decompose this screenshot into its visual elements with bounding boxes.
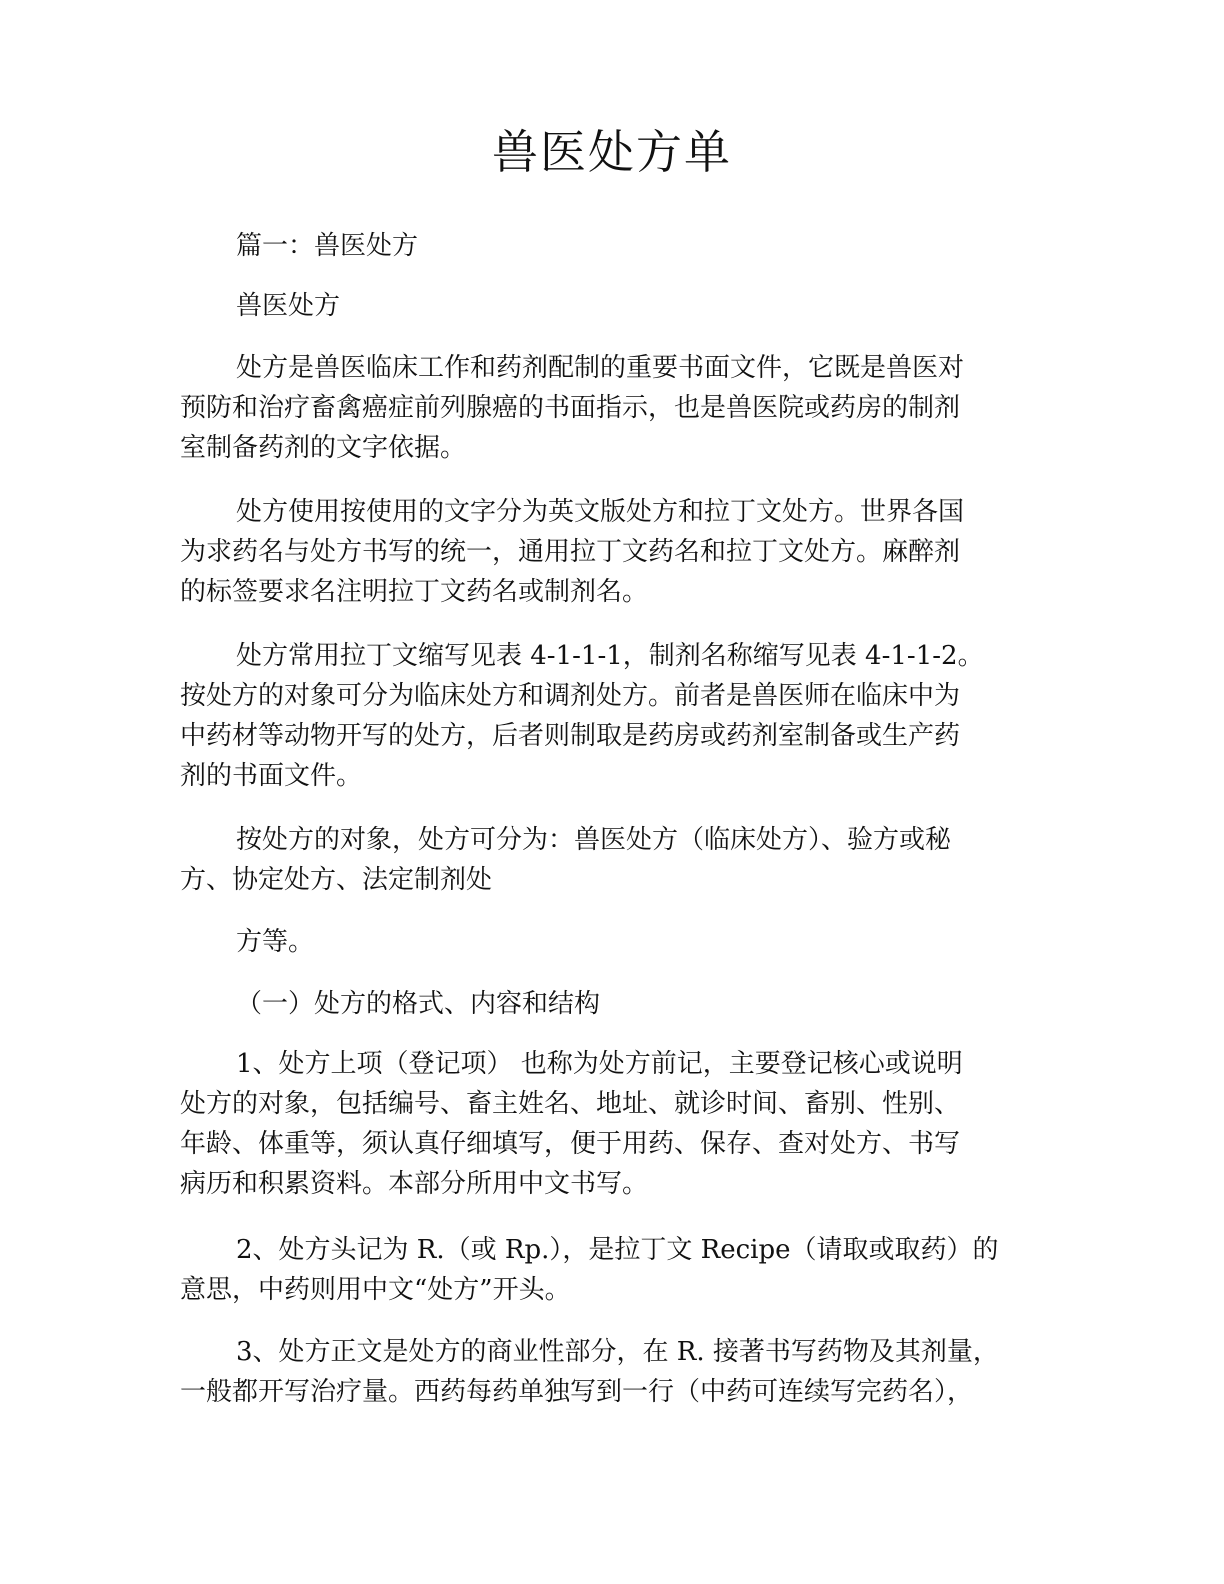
text-line: 3、处方正文是处方的商业性部分，在 R. 接著书写药物及其剂量， [236, 1337, 999, 1367]
text-line: 室制备药剂的文字依据。 [180, 433, 467, 463]
paragraph [180, 1230, 1060, 1310]
text-line: 1、处方上项（登记项） 也称为处方前记，主要登记核心或说明 [236, 1049, 963, 1079]
text-line: 处方常用拉丁文缩写见表 4-1-1-1，制剂名称缩写见表 4-1-1-2。 [236, 641, 984, 671]
text-line: 方等。 [236, 927, 315, 957]
text-line: 病历和积累资料。本部分所用中文书写。 [180, 1169, 649, 1199]
paragraph-subheading [180, 286, 1060, 326]
text-line: 方、协定处方、法定制剂处 [180, 865, 493, 895]
paragraph-subsection-heading [180, 984, 1060, 1024]
text-line: 兽医处方 [236, 291, 341, 321]
paragraph [180, 492, 1060, 612]
text-line: 按处方的对象，处方可分为：兽医处方（临床处方）、验方或秘 [236, 825, 952, 855]
paragraph-section-heading [180, 226, 1060, 266]
text-line: 2、处方头记为 R.（或 Rp.），是拉丁文 Recipe（请取或取药）的 [236, 1235, 999, 1265]
paragraph [180, 636, 1060, 796]
text-line: 按处方的对象可分为临床处方和调剂处方。前者是兽医师在临床中为 [180, 681, 961, 711]
paragraph [180, 1044, 1060, 1204]
text-line: 意思，中药则用中文“处方”开头。 [180, 1275, 571, 1305]
paragraph [180, 922, 1060, 962]
paragraph [180, 1332, 1060, 1412]
text-line: 处方使用按使用的文字分为英文版处方和拉丁文处方。世界各国 [236, 497, 965, 527]
text-line: 为求药名与处方书写的统一，通用拉丁文药名和拉丁文处方。麻醉剂 [180, 537, 961, 567]
text-line: 中药材等动物开写的处方，后者则制取是药房或药剂室制备或生产药 [180, 721, 961, 751]
text-line: 篇一：兽医处方 [236, 231, 419, 261]
document-title: 兽医处方单 [492, 125, 732, 179]
text-line: 处方是兽医临床工作和药剂配制的重要书面文件，它既是兽医对 [236, 353, 965, 383]
text-line: 剂的书面文件。 [180, 761, 363, 791]
text-line: （一）处方的格式、内容和结构 [236, 989, 601, 1019]
paragraph [180, 348, 1060, 468]
text-line: 处方的对象，包括编号、畜主姓名、地址、就诊时间、畜别、性别、 [180, 1089, 961, 1119]
paragraph [180, 820, 1060, 900]
text-line: 的标签要求名注明拉丁文药名或制剂名。 [180, 577, 649, 607]
text-line: 年龄、体重等，须认真仔细填写，便于用药、保存、查对处方、书写 [180, 1129, 961, 1159]
text-line: 预防和治疗畜禽癌症前列腺癌的书面指示，也是兽医院或药房的制剂 [180, 393, 961, 423]
text-line: 一般都开写治疗量。西药每药单独写到一行（中药可连续写完药名）， [180, 1377, 974, 1407]
